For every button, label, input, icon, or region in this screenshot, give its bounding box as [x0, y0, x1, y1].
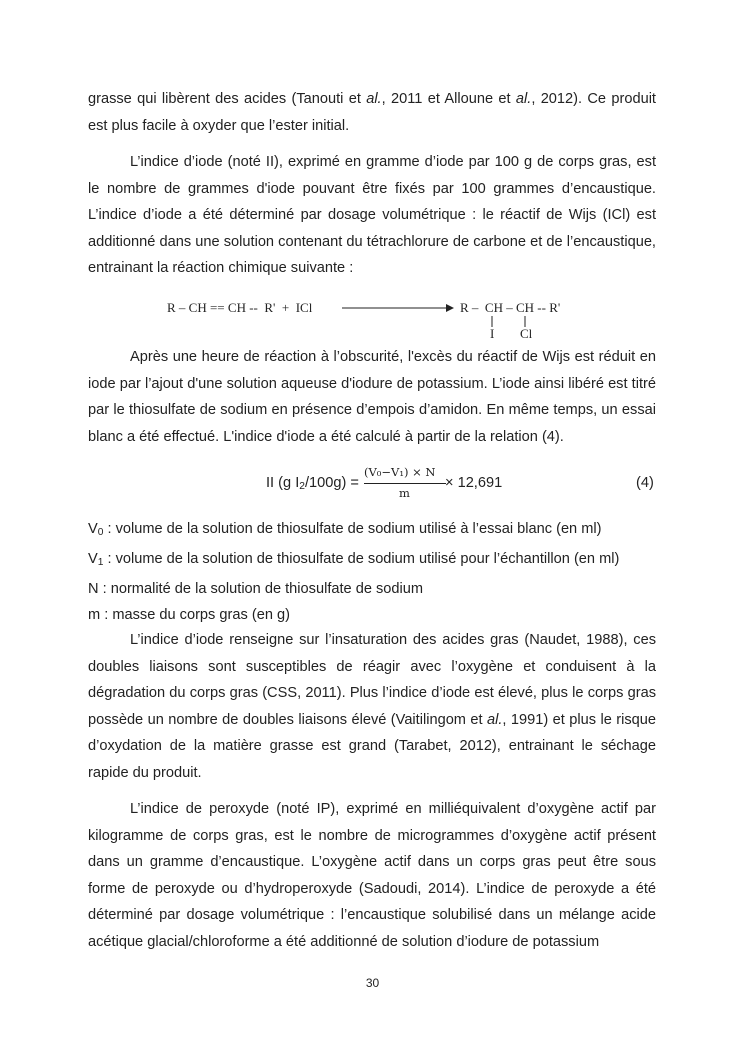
formula-denominator: m [399, 486, 410, 500]
paragraph-peroxide-index: L’indice de peroxyde (noté IP), exprimé en milliéquivalent d’oxygène actif par kilogramme de corps gras, est le nombre de microgrammes d’oxygène actif présent dans un gramme d’encaustique. L’oxygène actif dans un corps gras peut être sous forme de peroxyde ou d’hydroperoxyde (Sadoudi, 2014). L’indice de peroxyde a été déterminé par dosage volumétrique : l’encaustique solubilisé dans un mélange acide acétique glacial/chloroforme a été additionné de solution d’iodure de potassium [88, 801, 656, 950]
def-m-text: : masse du corps gras (en g) [100, 607, 290, 624]
def-v1-symbol: V [88, 551, 98, 568]
iodine-index-formula [0, 462, 745, 502]
fraction-bar [364, 483, 446, 484]
page-number: 30 [365, 976, 380, 990]
paragraph-1 [88, 86, 656, 139]
def-m-symbol: m [88, 607, 101, 624]
variable-definitions [88, 516, 688, 628]
p1-text-c: , 2012). Ce produit est plus facile à oxyder que l’ester initial. [88, 91, 656, 134]
formula-rhs: × 12,691 [445, 475, 503, 491]
p4-text-b: , 1991) et plus le risque d’oxydation de la matière grasse est grand (Tarabet, 2012), entrainant le séchage rapide du produit. [88, 711, 656, 781]
formula-numerator: (V₀−V₁) × N [364, 465, 436, 479]
p1-text-b: , 2011 et Alloune et [381, 91, 516, 107]
chemical-reaction [0, 296, 745, 346]
reaction-reactants: R – CH == CH -- R' + ICl [167, 300, 313, 315]
reaction-iodine-substituent: I [490, 326, 495, 341]
reaction-product: R – CH – CH -- R' [460, 300, 561, 315]
definition-m [88, 602, 688, 628]
definition-v0 [88, 516, 688, 546]
formula-lhs-b: /100g) = [304, 475, 359, 491]
equation-number: (4) [636, 475, 654, 491]
def-v0-text: : volume de la solution de thiosulfate de sodium utilisé à l’essai blanc (en ml) [103, 521, 602, 537]
paragraph-unsaturation [88, 627, 656, 786]
p1-text-a: grasse qui libèrent des acides (Tanouti et [88, 91, 367, 107]
def-v1-text: : volume de la solution de thiosulfate de sodium utilisé pour l’échantillon (en ml) [103, 551, 620, 568]
def-n-symbol: N [88, 581, 99, 598]
formula-lhs-sub: 2 [299, 481, 305, 493]
definition-n [88, 576, 688, 602]
reaction-arrow-icon [342, 302, 454, 314]
p1-italic-al-1: al. [366, 91, 382, 107]
paragraph-procedure: Après une heure de réaction à l’obscurité, l'excès du réactif de Wijs est réduit en iode par l’ajout d'une solution aqueuse d'iodure de potassium. L’iode ainsi libéré est titré par le thiosulfate de sodium en présence d’empois d’amidon. En même temps, un essai blanc a été effectué. L'indice d'iode a été calculé à partir de la relation (4). [88, 349, 656, 445]
formula-lhs [266, 475, 359, 492]
def-n-text: : normalité de la solution de thiosulfate de sodium [98, 581, 424, 598]
p1-italic-al-2: al. [515, 91, 532, 107]
def-v1-sub: 1 [97, 557, 104, 569]
p4-text-a: L’indice d’iode renseigne sur l’insaturation des acides gras (Naudet, 1988), ces doubles liaisons sont susceptibles de réagir avec l’oxygène et conduisent à la dégradation du corps gras (CSS, 2011). Plus l’indice d’iode est élevé, plus le corps gras possède un nombre de doubles liaisons élevé (Vaitilingom et [88, 632, 656, 728]
def-v0-symbol: V [88, 521, 98, 537]
formula-lhs-a: II (g I [266, 475, 300, 491]
paragraph-iodine-index: L’indice d’iode (noté II), exprimé en gramme d’iode par 100 g de corps gras, est le nombre de grammes d'iode pouvant être fixés par 100 grammes d’encaustique. L’indice d’iode a été déterminé par dosage volumétrique : le réactif de Wijs (ICl) est additionné dans une solution contenant du tétrachlorure de carbone et de l’encaustique, entrainant la réaction chimique suivante : [88, 154, 656, 276]
definition-v1 [88, 546, 688, 576]
p4-italic-al: al. [487, 711, 503, 728]
def-v0-sub: 0 [97, 527, 104, 539]
reaction-chlorine-substituent: Cl [520, 326, 533, 341]
